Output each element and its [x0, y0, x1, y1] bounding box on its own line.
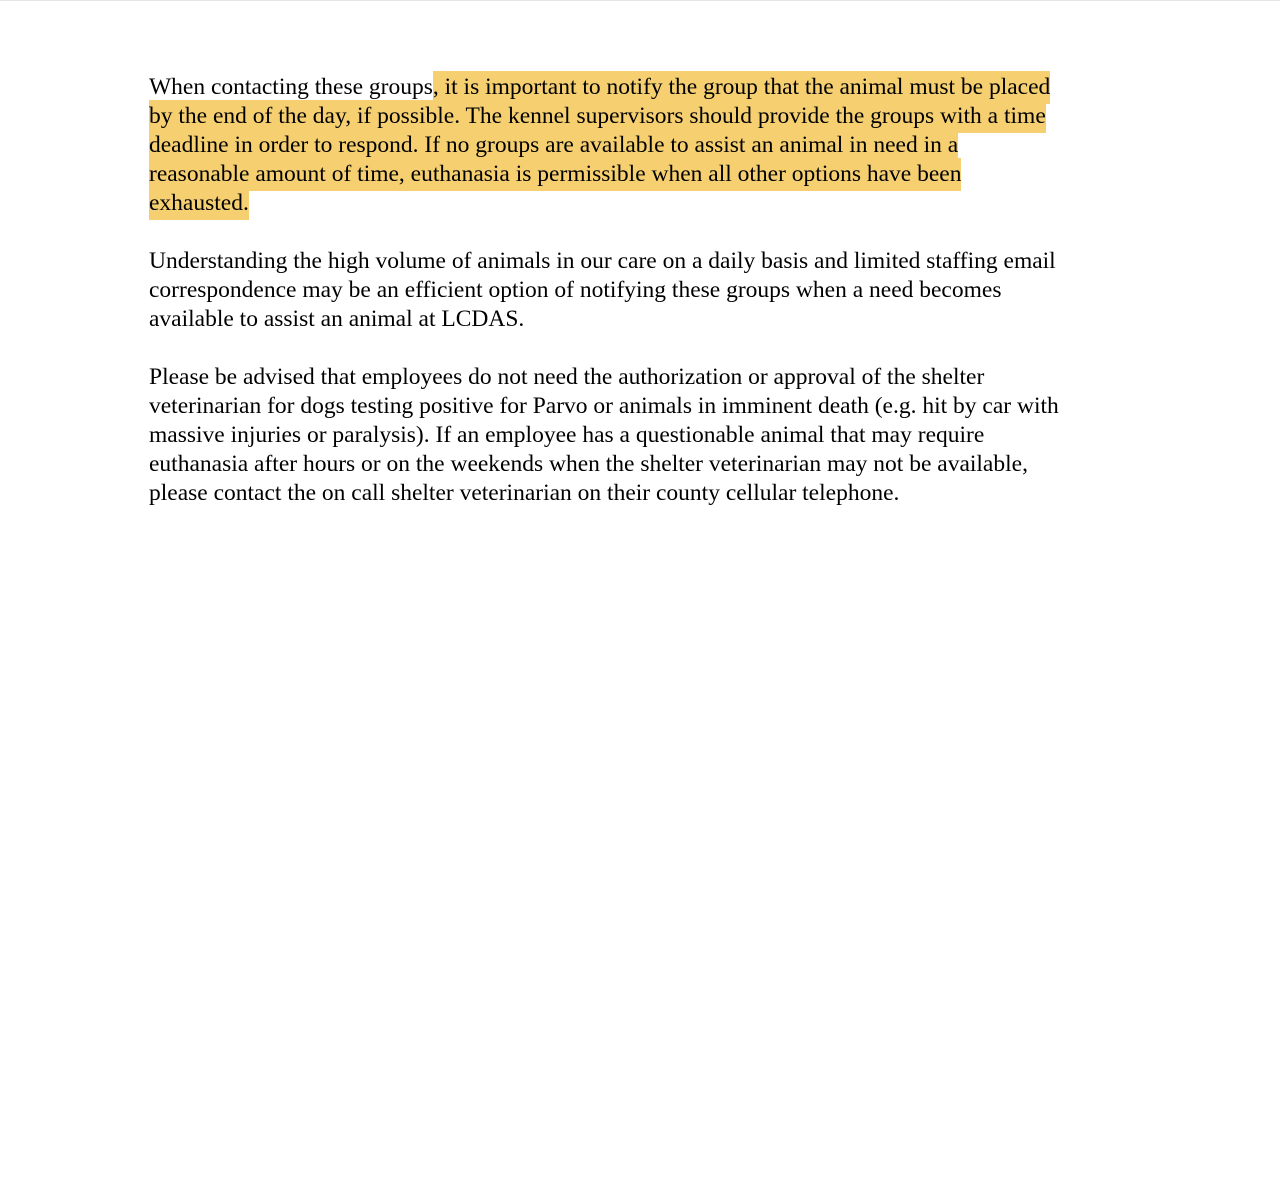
- text-line: [149, 189, 1159, 218]
- text-line: [149, 102, 1159, 131]
- text-line: [149, 160, 1159, 189]
- highlighted-text: by the end of the day, if possible. The kennel supervisors should provide the groups with a time: [149, 100, 1046, 133]
- text-line: Understanding the high volume of animals in our care on a daily basis and limited staffing email: [149, 248, 1056, 274]
- paragraph-email-correspondence: [149, 247, 1159, 334]
- highlighted-text: , it is important to notify the group that the animal must be placed: [433, 71, 1050, 104]
- text-line: correspondence may be an efficient option of notifying these groups when a need becomes: [149, 277, 1002, 303]
- highlighted-text: deadline in order to respond. If no groups are available to assist an animal in need in a: [149, 129, 958, 162]
- document-body: [149, 73, 1159, 537]
- paragraph-contacting-groups: [149, 73, 1159, 218]
- text-line: please contact the on call shelter veterinarian on their county cellular telephone.: [149, 480, 900, 506]
- text-line: available to assist an animal at LCDAS.: [149, 306, 525, 332]
- plain-text: When contacting these groups: [149, 74, 433, 100]
- page-top-border: [0, 0, 1280, 1]
- paragraph-veterinarian-authorization: [149, 363, 1159, 508]
- text-line: euthanasia after hours or on the weekends when the shelter veterinarian may not be available,: [149, 451, 1028, 477]
- text-line: [149, 73, 1159, 102]
- text-line: Please be advised that employees do not need the authorization or approval of the shelter: [149, 364, 985, 390]
- text-line: massive injuries or paralysis). If an employee has a questionable animal that may require: [149, 422, 985, 448]
- text-line: [149, 131, 1159, 160]
- text-line: veterinarian for dogs testing positive for Parvo or animals in imminent death (e.g. hit by car with: [149, 393, 1059, 419]
- highlighted-text: reasonable amount of time, euthanasia is permissible when all other options have been: [149, 158, 961, 191]
- highlighted-text: exhausted.: [149, 187, 249, 220]
